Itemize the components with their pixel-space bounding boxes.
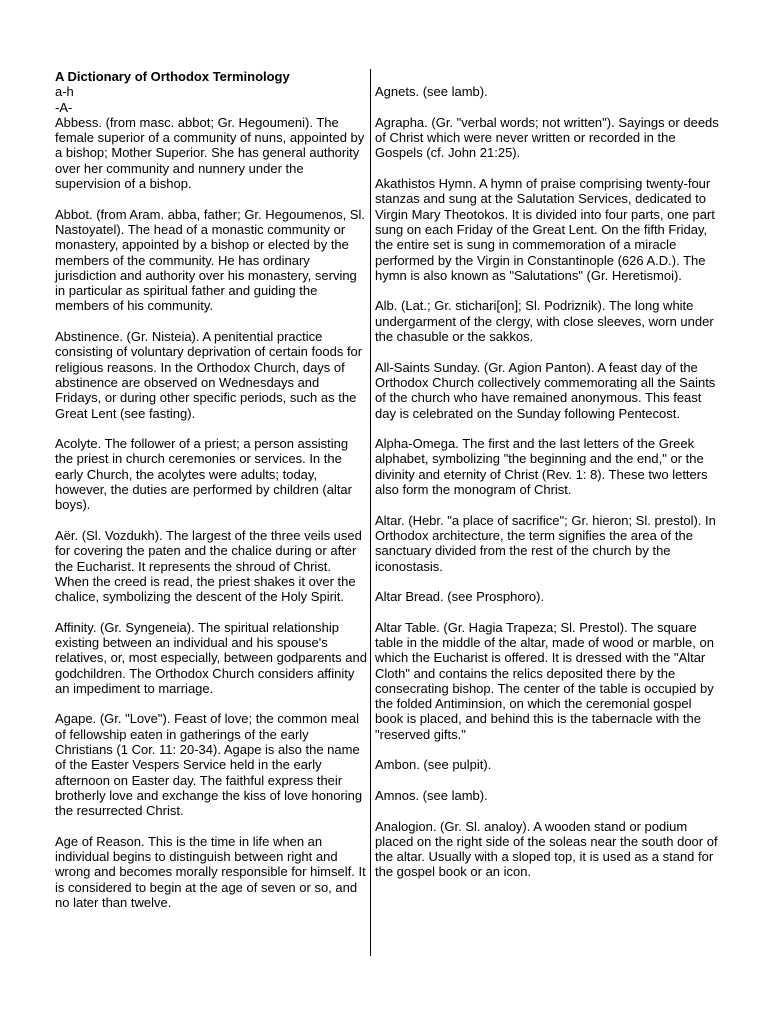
document-title: A Dictionary of Orthodox Terminology bbox=[55, 69, 290, 84]
entry-altar-table: Altar Table. (Gr. Hagia Trapeza; Sl. Prestol). The square table in the middle of the altar, made of wood or marble, on which the Eucharist is offered. It is dressed with the "Altar Cloth" and contains the relics deposited there by the consecrating bishop. The center of the table is occupied by the folded Antiminsion, on which the ceremonial gospel book is placed, and behind this is the tabernacle with the "reserved gifts." bbox=[375, 619, 714, 742]
section-heading-a: -A- bbox=[55, 99, 73, 115]
entry-alpha-omega: Alpha-Omega. The first and the last letters of the Greek alphabet, symbolizing "the beginning and the end," or the divinity and eternity of Christ (Rev. 1: 8). These two letters also form the monogram of Christ. bbox=[375, 436, 708, 498]
left-column bbox=[55, 69, 367, 926]
entry-abbess: Abbess. (from masc. abbot; Gr. Hegoumeni). The female superior of a community of nuns, appointed by a bishop; Mother Superior. She has general authority over her community and nunnery under the supervision of a bishop. bbox=[55, 114, 365, 192]
entry-altar: Altar. (Hebr. "a place of sacrifice"; Gr. hieron; Sl. prestol). In Orthodox architecture, the term signifies the area of the sanctuary divided from the rest of the church by the iconostasis. bbox=[375, 512, 716, 574]
right-column bbox=[375, 69, 720, 895]
entry-all-saints-sunday: All-Saints Sunday. (Gr. Agion Panton). A feast day of the Orthodox Church collectively commemorating all the Saints of the church who have remained anonymous. This feast day is celebrated on the Sunday following Pentecost. bbox=[375, 359, 716, 421]
entry-agape: Agape. (Gr. "Love"). Feast of love; the common meal of fellowship eaten in gatherings of the early Christians (1 Cor. 11: 20-34). Agape is also the name of the Easter Vespers Service held in the early afternoon on Easter day. The faithful express their brotherly love and exchange the kiss of love honoring the resurrected Christ. bbox=[55, 711, 363, 819]
entry-abstinence: Abstinence. (Gr. Nisteia). A penitential practice consisting of voluntary deprivation of certain foods for religious reasons. In the Orthodox Church, days of abstinence are observed on Wednesdays and Fridays, or during other specific periods, such as the Great Lent (see fasting). bbox=[55, 329, 363, 421]
entry-akathistos-hymn: Akathistos Hymn. A hymn of praise comprising twenty-four stanzas and sung at the Salutation Services, dedicated to Virgin Mary Theotokos. It is divided into four parts, one part sung on each Friday of the Great Lent. On the fifth Friday, the entire set is sung in commemoration of a miracle performed by the Virgin in Constantinople (626 A.D.). The hymn is also known as "Salutations" (Gr. Heretismoi). bbox=[375, 176, 715, 283]
entry-agrapha: Agrapha. (Gr. "verbal words; not written"). Sayings or deeds of Christ which were never written or recorded in the Gospels (cf. John 21:25). bbox=[375, 114, 719, 161]
letter-range: a-h bbox=[55, 84, 74, 100]
entry-aer: Aër. (Sl. Vozdukh). The largest of the three veils used for covering the paten and the chalice during or after the Eucharist. It represents the shroud of Christ. When the creed is read, the priest shakes it over the chalice, symbolizing the descent of the Holy Spirit. bbox=[55, 527, 362, 605]
entry-agnets: Agnets. (see lamb). bbox=[375, 84, 488, 100]
entry-age-of-reason: Age of Reason. This is the time in life when an individual begins to distinguish between right and wrong and becomes morally responsible for himself. It is considered to begin at the age of seven or so, and no later than twelve. bbox=[55, 833, 366, 911]
entry-affinity: Affinity. (Gr. Syngeneia). The spiritual relationship existing between an individual and his spouse's relatives, or, most especially, between godparents and godchildren. The Orthodox Church considers affinity an impediment to marriage. bbox=[55, 619, 367, 696]
entry-abbot: Abbot. (from Aram. abba, father; Gr. Hegoumenos, Sl. Nastoyatel). The head of a monastic community or monastery, appointed by a bishop or elected by the members of the community. He has ordinary jurisdiction and authority over his monastery, serving in particular as spiritual father and guiding the members of his community. bbox=[55, 206, 365, 314]
entry-alb: Alb. (Lat.; Gr. stichari[on]; Sl. Podriznik). The long white undergarment of the clergy, with close sleeves, worn under the chasuble or the sakkos. bbox=[375, 298, 714, 345]
entry-ambon: Ambon. (see pulpit). bbox=[375, 757, 492, 773]
entry-analogion: Analogion. (Gr. Sl. analoy). A wooden stand or podium placed on the right side of the soleas near the south door of the altar. Usually with a sloped top, it is used as a stand for the gospel book or an icon. bbox=[375, 818, 718, 880]
entry-amnos: Amnos. (see lamb). bbox=[375, 787, 488, 803]
top-spacer bbox=[375, 69, 720, 84]
entry-acolyte: Acolyte. The follower of a priest; a person assisting the priest in church ceremonies or services. In the early Church, the acolytes were adults; today, however, the duties are performed by children (altar boys). bbox=[55, 436, 352, 513]
column-divider bbox=[370, 69, 371, 956]
entry-altar-bread: Altar Bread. (see Prosphoro). bbox=[375, 589, 545, 605]
